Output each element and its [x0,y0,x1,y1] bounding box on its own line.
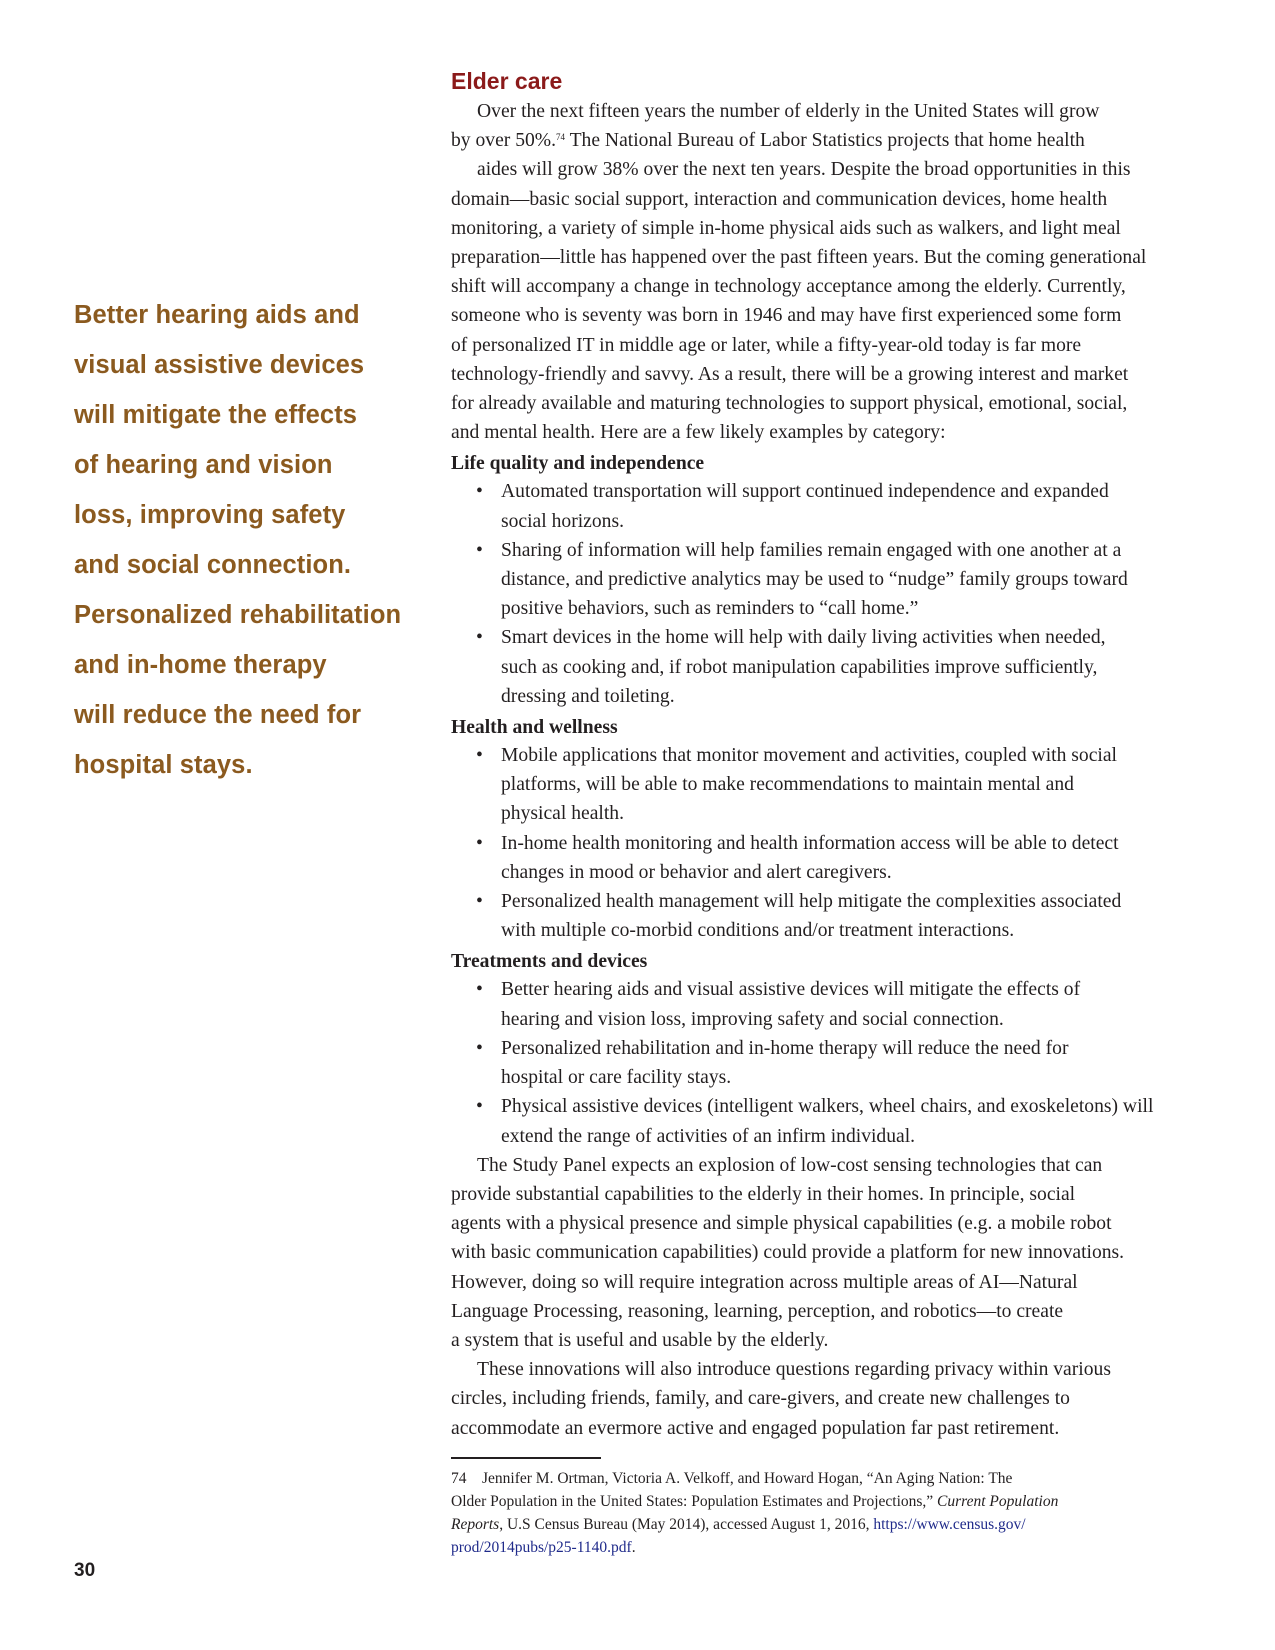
text-line: Personalized health management will help mitigate the complexities associated [501,891,1122,913]
text-line: However, doing so will require integration across multiple areas of AI—Natural [451,1271,1078,1293]
text-line: with basic communication capabilities) could provide a platform for new innovations. [451,1242,1125,1264]
page-number: 30 [74,1560,96,1581]
footnote-74 [451,1467,1211,1559]
text-line: someone who is seventy was born in 1946 and may have first experienced some form [451,305,1122,327]
census-link-continued[interactable]: prod/2014pubs/p25-1140.pdf [451,1538,632,1556]
bullet-icon: • [476,481,483,503]
pull-quote-line: hospital stays. [74,751,253,779]
text-line: agents with a physical presence and simple physical capabilities (e.g. a mobile robot [451,1213,1112,1235]
pull-quote-line: and in-home therapy [74,651,327,679]
footnote-line: prod/2014pubs/p25-1140.pdf. [451,1538,636,1556]
category-heading: Treatments and devices [451,951,648,973]
text-line: monitoring, a variety of simple in-home physical aids such as walkers, and light meal [451,217,1121,239]
category-list [451,450,1211,1150]
text-line: accommodate an evermore active and engaged population far past retirement. [451,1417,1060,1439]
text-line: technology-friendly and savvy. As a result, there will be a growing interest and market [451,363,1129,385]
section-title: Elder care [451,68,563,94]
footnote-line: Older Population in the United States: Population Estimates and Projections,” Current Population [451,1492,1059,1510]
list-item [451,623,1211,711]
text-line: In-home health monitoring and health information access will be able to detect [501,832,1119,854]
text-line: circles, including friends, family, and care-givers, and create new challenges to [451,1388,1070,1410]
footnote-line: Reports, U.S Census Bureau (May 2014), accessed August 1, 2016, https://www.census.gov/ [451,1515,1026,1533]
intro-paragraph [451,97,1211,447]
text-line: Mobile applications that monitor movement and activities, coupled with social [501,745,1117,767]
text-line: of personalized IT in middle age or later, while a fifty-year-old today is far more [451,334,1082,356]
text-line: domain—basic social support, interaction and communication devices, home health [451,188,1108,210]
text-line: preparation—little has happened over the past fifteen years. But the coming generational [451,247,1147,269]
bullet-list [451,741,1211,945]
text-line: platforms, will be able to make recommendations to maintain mental and [501,774,1074,796]
pull-quote-line: will mitigate the effects [74,401,358,429]
text-line: shift will accompany a change in technology acceptance among the elderly. Currently, [451,276,1126,298]
footnote-rule [451,1457,601,1459]
pull-quote-line: loss, improving safety [74,501,346,529]
text-line: such as cooking and, if robot manipulation capabilities improve sufficiently, [501,656,1098,678]
bullet-icon: • [476,539,483,561]
body-paragraph [451,1355,1211,1443]
text-line: changes in mood or behavior and alert caregivers. [501,861,892,883]
text-line: Personalized rehabilitation and in-home therapy will reduce the need for [501,1037,1069,1059]
main-column [451,66,1211,1559]
text-line: with multiple co-morbid conditions and/or treatment interactions. [501,920,1015,942]
pull-quote-line: of hearing and vision [74,451,333,479]
text-line: dressing and toileting. [501,685,675,707]
pull-quote-line: Personalized rehabilitation [74,601,402,629]
text-line: a system that is useful and usable by the elderly. [451,1329,829,1351]
text-line: Automated transportation will support continued independence and expanded [501,481,1109,503]
bullet-icon: • [476,891,483,913]
text-line: by over 50%.$^{74}$ The National Bureau of Labor Statistics projects that home health [451,130,1085,152]
text-line: These innovations will also introduce questions regarding privacy within various [477,1359,1111,1381]
bullet-icon: • [476,979,483,1001]
list-item [451,975,1211,1033]
text-line: provide substantial capabilities to the elderly in their homes. In principle, social [451,1183,1076,1205]
text-line: hearing and vision loss, improving safety and social connection. [501,1008,1004,1030]
category-heading: Health and wellness [451,717,618,739]
list-item [451,477,1211,535]
bullet-list [451,975,1211,1150]
text-line: hospital or care facility stays. [501,1067,732,1089]
list-item [451,536,1211,624]
closing-paragraphs [451,1151,1211,1443]
bullet-icon: • [476,745,483,767]
bullet-icon: • [476,627,483,649]
list-item [451,741,1211,829]
text-line: extend the range of activities of an infirm individual. [501,1125,916,1147]
pull-quote-line: and social connection. [74,551,352,579]
bullet-list [451,477,1211,711]
list-item [451,887,1211,945]
list-item [451,1092,1211,1150]
bullet-icon: • [476,1096,483,1118]
pull-quote [74,290,444,790]
text-line: for already available and maturing technologies to support physical, emotional, social, [451,393,1128,415]
text-line: and mental health. Here are a few likely examples by category: [451,422,946,444]
text-line: Smart devices in the home will help with daily living activities when needed, [501,627,1106,649]
footnote-line: 74 Jennifer M. Ortman, Victoria A. Velkoff, and Howard Hogan, “An Aging Nation: The [451,1469,1013,1487]
list-item [451,1034,1211,1092]
text-line: Better hearing aids and visual assistive devices will mitigate the effects of [501,979,1081,1001]
category-heading: Life quality and independence [451,453,705,475]
footnote-number: 74 [451,1469,467,1487]
text-line: Over the next fifteen years the number of elderly in the United States will grow [477,101,1100,122]
text-line: Sharing of information will help families remain engaged with one another at a [501,539,1122,561]
text-line: distance, and predictive analytics may be used to “nudge” family groups toward [501,569,1128,591]
bullet-icon: • [476,1037,483,1059]
footnote-ref-74[interactable]: 74 [556,132,566,143]
text-line: Physical assistive devices (intelligent walkers, wheel chairs, and exoskeletons) will [501,1096,1154,1118]
bullet-icon: • [476,832,483,854]
text-line: Language Processing, reasoning, learning, perception, and robotics—to create [451,1300,1064,1322]
body-paragraph [451,1151,1211,1355]
pull-quote-line: will reduce the need for [74,701,362,729]
list-item [451,829,1211,887]
census-link[interactable]: https://www.census.gov/ [873,1515,1026,1533]
text-line: positive behaviors, such as reminders to “call home.” [501,598,919,620]
pull-quote-line: Better hearing aids and [74,301,360,329]
text-line: The Study Panel expects an explosion of low-cost sensing technologies that can [477,1154,1103,1176]
pull-quote-line: visual assistive devices [74,351,365,379]
text-line: social horizons. [501,510,624,532]
text-line: physical health. [501,803,624,825]
text-line: aides will grow 38% over the next ten years. Despite the broad opportunities in this [477,159,1131,181]
